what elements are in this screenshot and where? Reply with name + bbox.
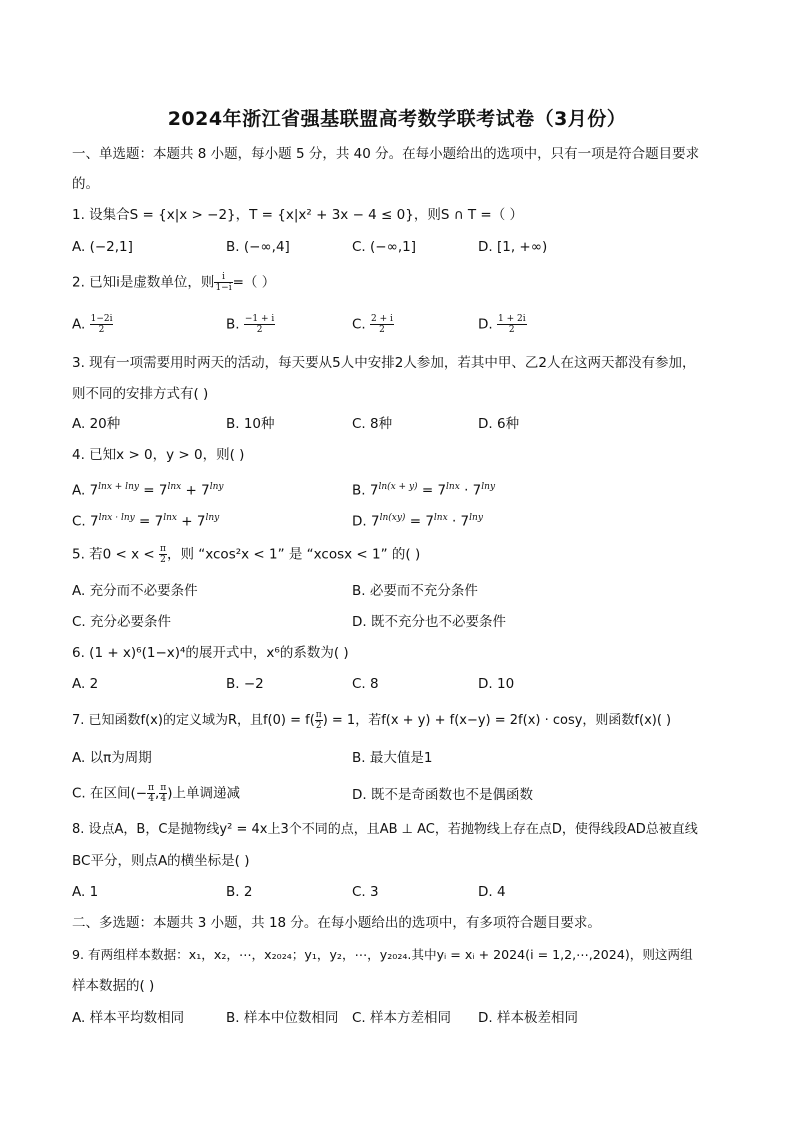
q7-stem-pre: 7. 已知函数f(x)的定义域为R，且f(0) = f( — [72, 713, 315, 728]
q7-frac-den: 2 — [315, 721, 322, 731]
q2-option-a-num: 1−2i — [90, 314, 113, 324]
q5-option-a: A. 充分而不必要条件 — [72, 583, 198, 599]
q4-b-exp1: ln(x + y) — [378, 482, 418, 492]
q4-option-d — [352, 508, 483, 532]
q3-stem-line1: 3. 现有一项需要用时两天的活动，每天要从5人中安排2人参加，若其中甲、乙2人在这两天都没有参加， — [72, 355, 696, 371]
section1-heading-line1: 一、单选题：本题共 8 小题，每小题 5 分，共 40 分。在每小题给出的选项中，只有一项是符合题目要求 — [72, 146, 700, 162]
q4-d-mid2: · 7 — [447, 513, 470, 530]
q7-stem — [72, 710, 671, 731]
q3-option-a: A. 20种 — [72, 416, 121, 432]
q3-stem-line2: 则不同的安排方式有( ) — [72, 386, 209, 402]
q2-option-c-label: C. — [352, 316, 366, 333]
q3-option-c: C. 8种 — [352, 416, 393, 432]
q5-frac-den: 2 — [160, 555, 166, 565]
q7-c-frac1-num: π — [148, 783, 155, 793]
q1-option-a: A. (−2,1] — [72, 239, 133, 255]
q7-stem-post: ) = 1，若f(x + y) + f(x−y) = 2f(x) · cosy，则函数f(x)( ) — [322, 713, 672, 728]
q7-option-a: A. 以π为周期 — [72, 750, 152, 766]
q4-c-mid: = 7 — [134, 513, 164, 530]
q7-c-comma: , — [155, 785, 160, 802]
q2-option-c-num: 2 + i — [371, 314, 393, 324]
q7-option-c — [72, 783, 240, 804]
q1-option-b: B. (−∞,4] — [226, 239, 290, 255]
q8-option-c: C. 3 — [352, 884, 379, 900]
q8-option-d: D. 4 — [478, 884, 506, 900]
q9-option-a: A. 样本平均数相同 — [72, 1010, 185, 1026]
q2-option-a-den: 2 — [98, 325, 105, 335]
q2-option-b-num: −1 + i — [244, 314, 275, 324]
q4-option-b — [352, 477, 495, 501]
q2-option-d-den: 2 — [508, 325, 515, 335]
q4-c-exp1: lnx · lny — [98, 513, 135, 523]
q2-option-d — [478, 314, 527, 335]
q5-option-d: D. 既不充分也不必要条件 — [352, 614, 506, 630]
q4-d-exp1: ln(xy) — [379, 513, 406, 523]
q2-option-a — [72, 314, 113, 335]
q8-stem-line2: BC平分，则点A的横坐标是( ) — [72, 853, 250, 869]
q7-c-pre: C. 在区间(− — [72, 785, 148, 802]
q5-option-b: B. 必要而不充分条件 — [352, 583, 478, 599]
q2-stem — [72, 272, 275, 293]
q2-option-a-label: A. — [72, 316, 86, 333]
q2-stem-pre: 2. 已知i是虚数单位，则 — [72, 274, 215, 291]
q7-option-b: B. 最大值是1 — [352, 750, 433, 766]
section1-heading-line2: 的。 — [72, 176, 99, 192]
q4-option-c — [72, 508, 219, 532]
q2-option-c-den: 2 — [379, 325, 385, 335]
page-title: 2024年浙江省强基联盟高考数学联考试卷（3月份） — [167, 108, 627, 130]
q4-d-mid: = 7 — [405, 513, 434, 530]
q4-stem: 4. 已知x > 0，y > 0，则( ) — [72, 447, 245, 463]
q3-option-b: B. 10种 — [226, 416, 275, 432]
q1-stem: 1. 设集合S = {x|x > −2}，T = {x|x² + 3x − 4 ≤ 0}，则S ∩ T =（ ） — [72, 207, 524, 223]
q4-a-exp1: lnx + lny — [98, 482, 139, 492]
q1-option-c: C. (−∞,1] — [352, 239, 416, 255]
q7-c-frac1 — [147, 783, 155, 804]
q8-option-a: A. 1 — [72, 884, 99, 900]
q2-option-d-num: 1 + 2i — [497, 314, 526, 324]
q7-frac-num: π — [315, 710, 322, 720]
q2-frac-den: 1−i — [215, 283, 232, 293]
q4-a-base: A. 7 — [72, 482, 99, 499]
q4-c-exp3: lny — [205, 513, 220, 523]
q4-b-exp2: lnx — [446, 482, 460, 492]
q4-b-mid: = 7 — [417, 482, 447, 499]
q2-stem-fraction — [214, 272, 232, 293]
q7-option-d: D. 既不是奇函数也不是偶函数 — [352, 787, 533, 803]
q5-stem-post: ，则 “xcos²x < 1” 是 “xcosx < 1” 的( ) — [166, 546, 421, 563]
q5-stem-pre: 5. 若0 < x < — [72, 546, 155, 563]
q9-option-b: B. 样本中位数相同 — [226, 1010, 339, 1026]
q4-c-mid2: + 7 — [176, 513, 206, 530]
q4-c-exp2: lnx — [163, 513, 177, 523]
q7-c-post: )上单调递减 — [167, 785, 241, 802]
q5-fraction — [159, 544, 167, 565]
q5-stem — [72, 544, 420, 565]
q9-stem-line1: 9. 有两组样本数据：x₁，x₂，⋯，x₂₀₂₄；y₁，y₂，⋯，y₂₀₂₄.其中yᵢ = xᵢ + 2024(i = 1,2,⋯,2024)，则这两组 — [72, 947, 693, 962]
q4-b-base: B. 7 — [352, 482, 379, 499]
q5-option-c: C. 充分必要条件 — [72, 614, 172, 630]
q4-a-exp2: lnx — [167, 482, 182, 492]
q4-a-mid: = 7 — [138, 482, 168, 499]
q4-b-exp3: lny — [481, 482, 496, 492]
q7-c-frac2-den: 4 — [160, 794, 167, 804]
q5-frac-num: π — [160, 544, 166, 554]
q6-option-b: B. −2 — [226, 676, 264, 692]
q8-stem-line1: 8. 设点A，B，C是抛物线y² = 4x上3个不同的点，且AB ⊥ AC，若抛物线上存在点D，使得线段AD总被直线 — [72, 822, 698, 837]
q2-option-d-label: D. — [478, 316, 493, 333]
q6-option-a: A. 2 — [72, 676, 99, 692]
q7-c-frac2-num: π — [160, 783, 167, 793]
q2-option-c — [352, 314, 394, 335]
q2-frac-num: i — [214, 272, 232, 283]
q6-option-d: D. 10 — [478, 676, 515, 692]
q8-option-b: B. 2 — [226, 884, 253, 900]
q6-option-c: C. 8 — [352, 676, 379, 692]
q7-fraction — [315, 710, 323, 731]
q9-stem-line2: 样本数据的( ) — [72, 978, 155, 994]
q9-option-c: C. 样本方差相同 — [352, 1010, 452, 1026]
q4-d-exp2: lnx — [433, 513, 448, 523]
q9-option-d: D. 样本极差相同 — [478, 1010, 578, 1026]
q2-option-b-label: B. — [226, 316, 240, 333]
q6-stem: 6. (1 + x)⁶(1−x)⁴的展开式中，x⁶的系数为( ) — [72, 645, 349, 661]
q2-stem-post: =（ ） — [232, 274, 276, 291]
q4-option-a — [72, 477, 223, 501]
q4-b-mid2: · 7 — [459, 482, 482, 499]
q7-c-frac1-den: 4 — [148, 794, 154, 804]
q4-a-mid2: + 7 — [181, 482, 210, 499]
q3-option-d: D. 6种 — [478, 416, 520, 432]
q4-d-exp3: lny — [469, 513, 483, 523]
q4-c-base: C. 7 — [72, 513, 99, 530]
q2-option-b — [226, 314, 275, 335]
q4-d-base: D. 7 — [352, 513, 380, 530]
q4-a-exp3: lny — [209, 482, 224, 492]
section2-heading: 二、多选题：本题共 3 小题，共 18 分。在每小题给出的选项中，有多项符合题目要求。 — [72, 915, 601, 931]
q2-option-b-den: 2 — [256, 325, 263, 335]
q1-option-d: D. [1, +∞) — [478, 239, 548, 255]
